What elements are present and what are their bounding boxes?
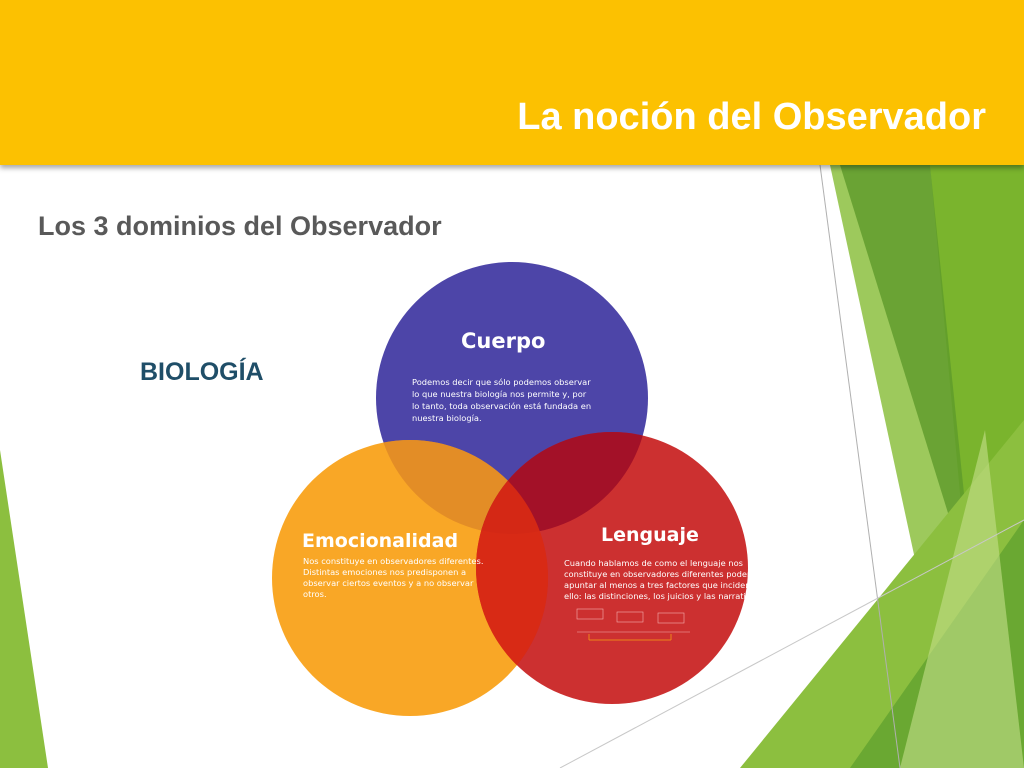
biologia-label: BIOLOGÍA [140,358,264,386]
slide-subtitle: Los 3 dominios del Observador [38,211,442,241]
emocionalidad-text-4: otros. [303,589,327,599]
slide-title: La noción del Observador [517,96,986,138]
header-bar [0,0,1024,165]
lenguaje-text-2: constituye en observadores diferentes podemos [564,569,765,579]
lenguaje-text-1: Cuando hablamos de como el lenguaje nos [564,558,743,568]
emocionalidad-text-2: Distintas emociones nos predisponen a [303,567,467,577]
cuerpo-title: Cuerpo [461,329,546,353]
emocionalidad-text-1: Nos constituye en observadores diferentes. [303,556,484,566]
lenguaje-text-3: apuntar al menos a tres factores que inciden en [564,580,764,590]
cuerpo-text-2: lo que nuestra biología nos permite y, por [412,389,587,399]
lenguaje-text-4: ello: las distinciones, los juicios y las narrativas [564,591,761,601]
lenguaje-title: Lenguaje [601,524,699,546]
cuerpo-text-3: lo tanto, toda observación está fundada en [412,401,592,411]
cuerpo-text-4: nuestra biología. [412,413,482,423]
emocionalidad-text-3: observar ciertos eventos y a no observar [303,578,474,588]
cuerpo-text-1: Podemos decir que sólo podemos observar [412,377,591,387]
emocionalidad-title: Emocionalidad [302,530,459,552]
